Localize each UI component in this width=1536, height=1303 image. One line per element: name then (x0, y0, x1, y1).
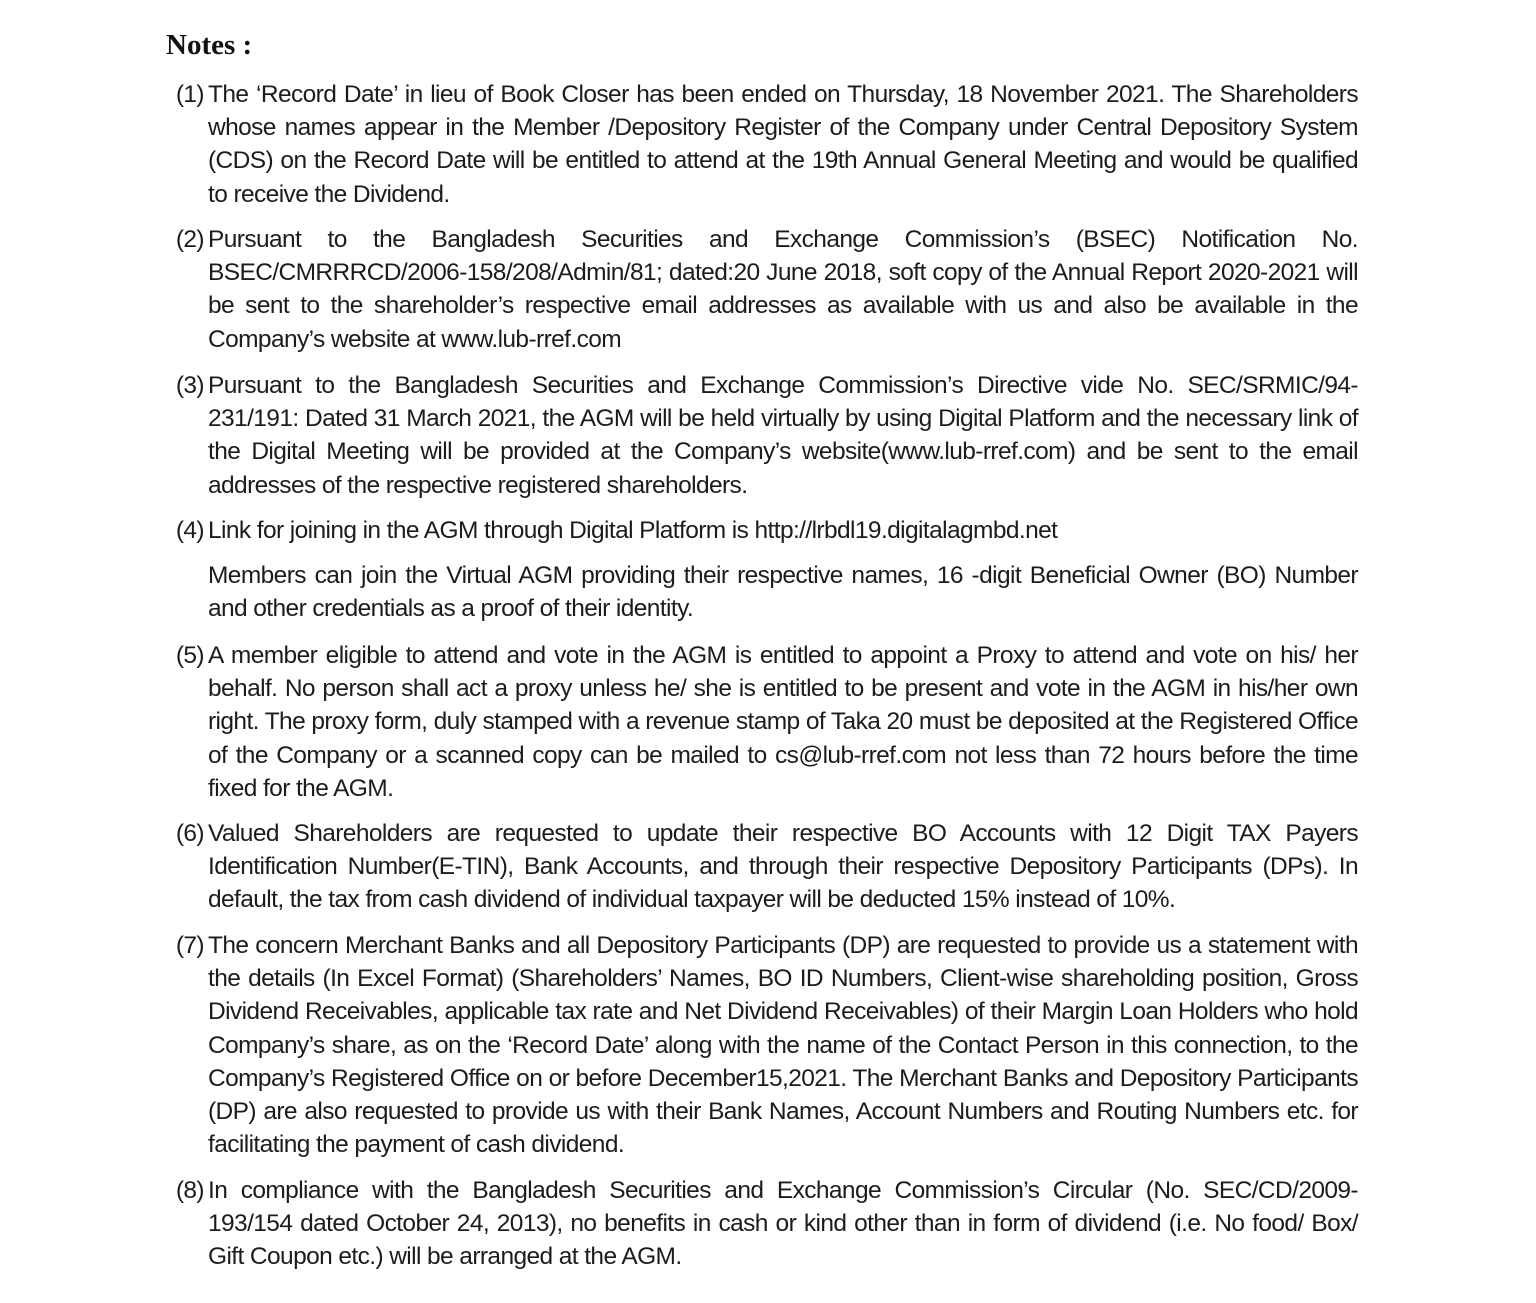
note-body (208, 817, 1358, 917)
note-item-4 (150, 514, 1358, 626)
note-number: (5) (175, 642, 204, 669)
note-number: (7) (175, 932, 204, 959)
note-body (208, 639, 1358, 805)
note-number: (6) (175, 820, 204, 847)
note-body (208, 369, 1358, 502)
note-body (208, 223, 1358, 356)
note-body (208, 78, 1358, 211)
note-paragraph: Pursuant to the Bangladesh Securities and Exchange Commission’s (BSEC) Notification No. BSEC/CMRRRCD/2006-158/208/Admin/81; dated:20 June 2018, soft copy of the Annual Report 2020-2021 will be sent to the shareholder’s respective email addresses as available with us and also be available in the Company’s website at www.lub-rref.com (208, 226, 1358, 353)
note-paragraph: Members can join the Virtual AGM providing their respective names, 16 -digit Beneficial Owner (BO) Number and other credentials as a proof of their identity. (208, 562, 1358, 623)
note-paragraph: A member eligible to attend and vote in the AGM is entitled to appoint a Proxy to attend and vote on his/ her behalf. No person shall act a proxy unless he/ she is entitled to be present and vote in the AGM in his/her own right. The proxy form, duly stamped with a revenue stamp of Taka 20 must be deposited at the Registered Office of the Company or a scanned copy can be mailed to cs@lub-rref.com not less than 72 hours before the time fixed for the AGM. (208, 642, 1358, 802)
note-item-8 (150, 1174, 1358, 1274)
note-body (208, 929, 1358, 1161)
note-item-5 (150, 639, 1358, 805)
note-number: (4) (175, 517, 204, 544)
note-body (208, 1174, 1358, 1274)
note-item-2 (150, 223, 1358, 356)
notes-heading: Notes : (166, 29, 253, 61)
note-paragraph: The concern Merchant Banks and all Depository Participants (DP) are requested to provide us a statement with the details (In Excel Format) (Shareholders’ Names, BO ID Numbers, Client-wise shareholding position, Gross Dividend Receivables, applicable tax rate and Net Dividend Receivables) of their Margin Loan Holders who hold Company’s share, as on the ‘Record Date’ along with the name of the Contact Person in this connection, to the Company’s Registered Office on or before December15,2021. The Merchant Banks and Depository Participants (DP) are also requested to provide us with their Bank Names, Account Numbers and Routing Numbers etc. for facilitating the payment of cash dividend. (208, 932, 1358, 1159)
note-body (208, 514, 1358, 626)
note-item-6 (150, 817, 1358, 917)
note-paragraph: Pursuant to the Bangladesh Securities and Exchange Commission’s Directive vide No. SEC/SRMIC/94-231/191: Dated 31 March 2021, the AGM will be held virtually by using Digital Platform and the necessary link of the Digital Meeting will be provided at the Company’s website(www.lub-rref.com) and be sent to the email addresses of the respective registered shareholders. (208, 372, 1358, 499)
note-paragraph: In compliance with the Bangladesh Securities and Exchange Commission’s Circular (No. SEC/CD/2009-193/154 dated October 24, 2013), no benefits in cash or kind other than in form of dividend (i.e. No food/ Box/ Gift Coupon etc.) will be arranged at the AGM. (208, 1177, 1358, 1271)
note-item-3 (150, 369, 1358, 502)
note-item-1 (150, 78, 1358, 211)
note-paragraph: Link for joining in the AGM through Digital Platform is http://lrbdl19.digitalagmbd.net (208, 517, 1058, 544)
note-paragraph: Valued Shareholders are requested to update their respective BO Accounts with 12 Digit TAX Payers Identification Number(E-TIN), Bank Accounts, and through their respective Depository Participants (DPs). In default, the tax from cash dividend of individual taxpayer will be deducted 15% instead of 10%. (208, 820, 1358, 914)
note-number: (8) (175, 1177, 204, 1204)
note-number: (1) (175, 81, 204, 108)
note-paragraph: The ‘Record Date’ in lieu of Book Closer has been ended on Thursday, 18 November 2021. The Shareholders whose names appear in the Member /Depository Register of the Company under Central Depository System (CDS) on the Record Date will be entitled to attend at the 19th Annual General Meeting and would be qualified to receive the Dividend. (208, 81, 1358, 208)
note-number: (3) (175, 372, 204, 399)
note-item-7 (150, 929, 1358, 1161)
note-number: (2) (175, 226, 204, 253)
